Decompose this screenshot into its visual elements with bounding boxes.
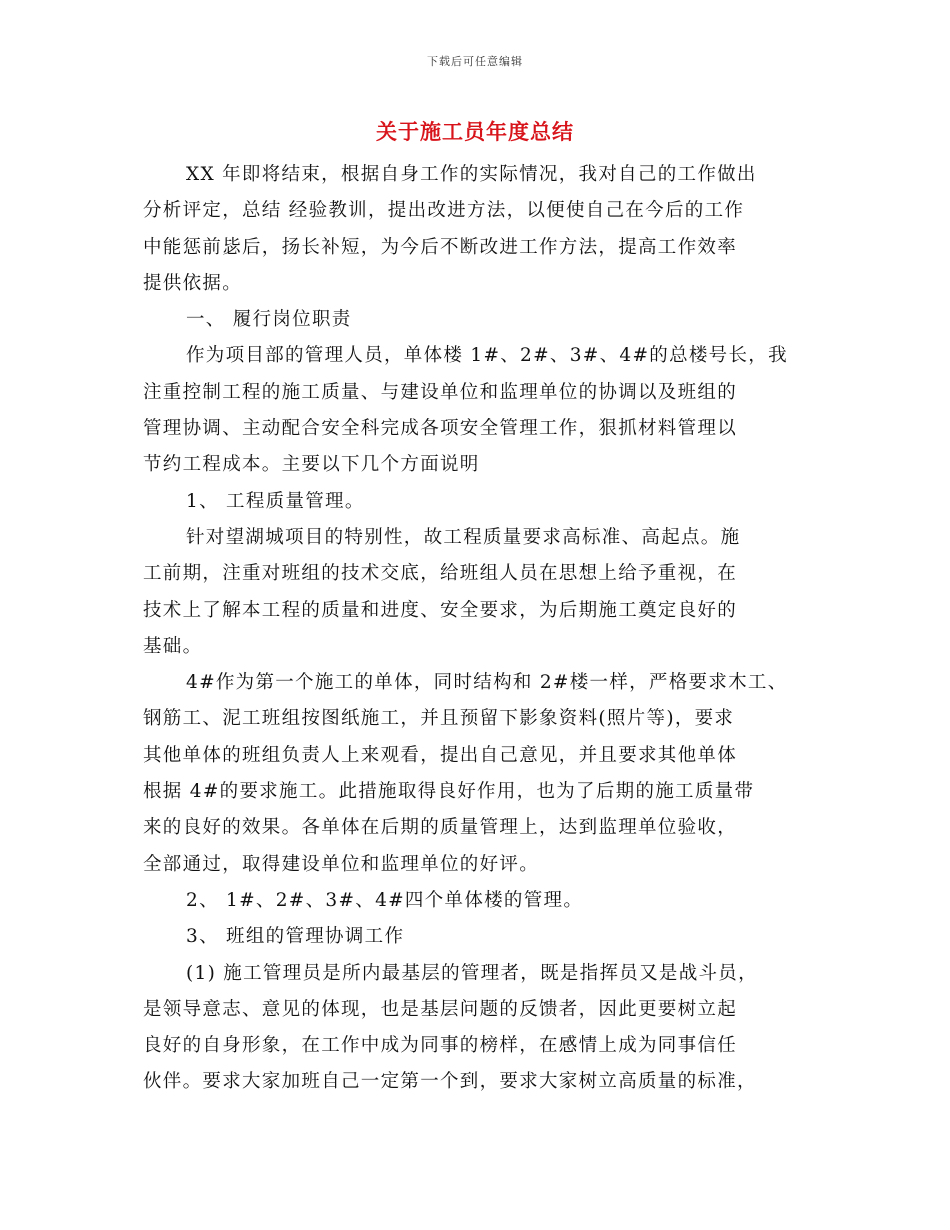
body-line: 一、 履行岗位职责	[186, 309, 352, 331]
body-line: 作为项目部的管理人员，单体楼 1#、2#、3#、4#的总楼号长，我	[186, 345, 788, 367]
body-line: 中能惩前毖后，扬长补短，为今后不断改进工作方法，提高工作效率	[143, 236, 738, 258]
header-note: 下载后可任意编辑	[427, 55, 523, 68]
body-line: 其他单体的班组负责人上来观看，提出自己意见，并且要求其他单体	[143, 744, 738, 766]
body-line: 2、 1#、2#、3#、4#四个单体楼的管理。	[186, 889, 584, 911]
body-line: 良好的自身形象，在工作中成为同事的榜样，在感情上成为同事信任	[143, 1035, 738, 1057]
body-line: 工前期，注重对班组的技术交底，给班组人员在思想上给予重视，在	[143, 563, 738, 585]
body-line: 提供依据。	[143, 272, 243, 294]
body-line: 针对望湖城项目的特别性，故工程质量要求高标准、高起点。施	[186, 526, 741, 548]
body-line: (1) 施工管理员是所内最基层的管理者，既是指挥员又是战斗员，	[186, 962, 758, 984]
body-line: 1、 工程质量管理。	[186, 490, 365, 512]
body-line: 技术上了解本工程的质量和进度、安全要求，为后期施工奠定良好的	[143, 599, 738, 621]
body-line: XX 年即将结束，根据自身工作的实际情况，我对自己的工作做出	[186, 164, 757, 185]
body-line: 钢筋工、泥工班组按图纸施工，并且预留下影象资料(照片等)，要求	[143, 708, 735, 730]
body-line: 3、 班组的管理协调工作	[186, 926, 405, 948]
body-line: 根据 4#的要求施工。此措施取得良好作用，也为了后期的施工质量带	[143, 781, 755, 803]
body-line: 管理协调、主动配合安全科完成各项安全管理工作，狠抓材料管理以	[143, 418, 738, 440]
body-line: 是领导意志、意见的体现，也是基层问题的反馈者，因此更要树立起	[143, 998, 738, 1020]
document-body	[143, 157, 823, 1101]
body-line: 注重控制工程的施工质量、与建设单位和监理单位的协调以及班组的	[143, 381, 738, 403]
body-line: 全部通过，取得建设单位和监理单位的好评。	[143, 853, 540, 875]
document-title: 关于施工员年度总结	[376, 119, 574, 144]
body-line: 基础。	[143, 635, 203, 657]
body-line: 4#作为第一个施工的单体，同时结构和 2#楼一样，严格要求木工、	[186, 672, 788, 694]
body-line: 来的良好的效果。各单体在后期的质量管理上，达到监理单位验收，	[143, 817, 738, 839]
body-line: 分析评定，总结 经验教训，提出改进方法，以便使自己在今后的工作	[143, 200, 745, 222]
body-line: 伙伴。要求大家加班自己一定第一个到，要求大家树立高质量的标准，	[143, 1071, 757, 1093]
body-line: 节约工程成本。主要以下几个方面说明	[143, 454, 480, 476]
